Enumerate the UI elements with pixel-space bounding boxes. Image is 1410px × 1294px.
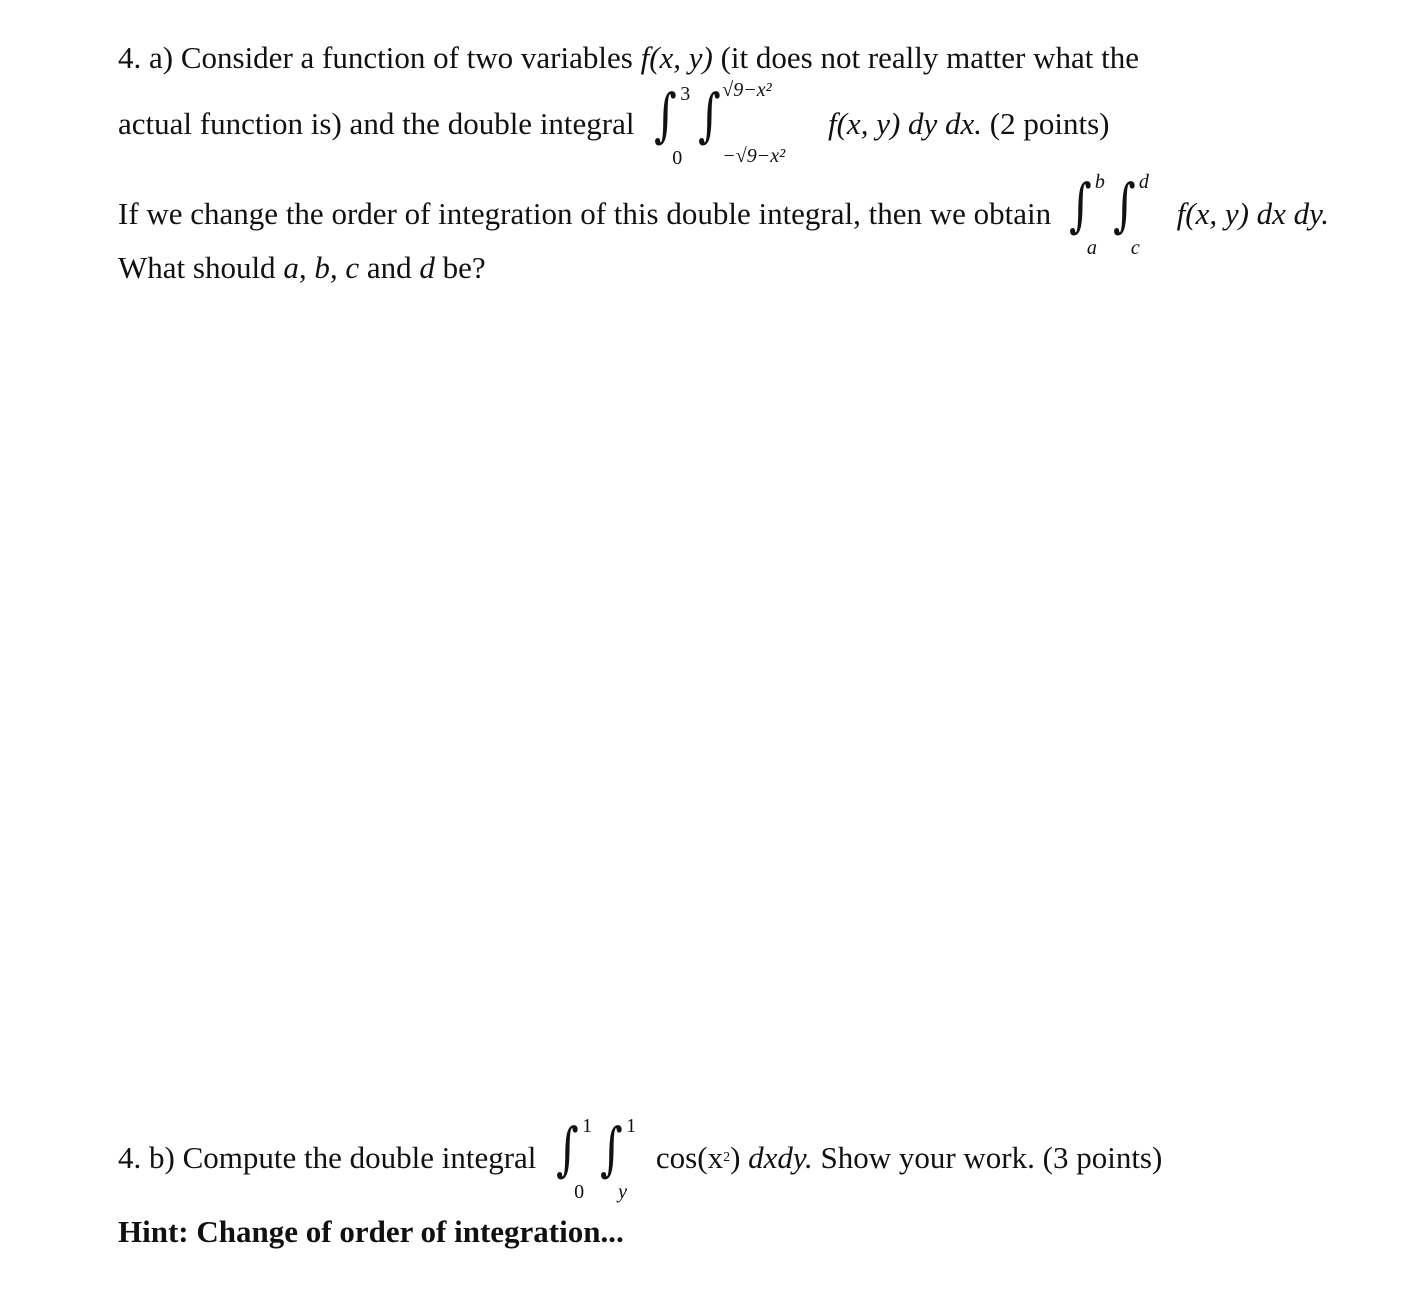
question-vars: a, b, c [283, 250, 360, 285]
cos-close: ) [730, 1139, 741, 1175]
integral-1-integrand: f(x, y) dy dx. [828, 105, 983, 141]
inner-upper-limit: d [1138, 171, 1149, 193]
integral-2 [1065, 168, 1169, 258]
integral-sign-inner: ∫ [698, 81, 721, 149]
inner-lower-limit: −√9−x² [722, 145, 786, 167]
integral-2-integrand: f(x, y) dx dy. [1176, 195, 1329, 231]
inner-upper-limit: √9−x² [722, 79, 772, 101]
hint-text: Hint: Change of order of integration... [118, 1214, 624, 1249]
question-var-d: d [419, 250, 435, 285]
outer-lower-limit: a [1086, 237, 1097, 259]
integral-sign-outer: ∫ [556, 1115, 579, 1183]
part-b-integrand [655, 1139, 1163, 1175]
integral-sign-outer: ∫ [654, 81, 677, 149]
inner-lower-limit: c [1130, 237, 1140, 259]
function-name: f [640, 40, 650, 75]
exponent: 2 [723, 1149, 731, 1165]
part-a-intro-suffix: (it does not really matter what the [712, 40, 1139, 75]
part-a-line-3 [118, 168, 1329, 258]
part-b-line-1 [118, 1112, 1162, 1202]
differentials: dxdy. [748, 1139, 813, 1175]
question-prefix: What should [118, 250, 284, 285]
function-args: (x, y) [649, 40, 713, 75]
integral-sign-outer: ∫ [1068, 171, 1092, 239]
question-and: and [359, 250, 420, 285]
part-a-intro-text: 4. a) Consider a function of two variables [118, 40, 641, 75]
part-b-suffix: Show your work. (3 points) [812, 1139, 1163, 1175]
outer-upper-limit: 3 [680, 83, 691, 105]
integral-sign-inner: ∫ [1112, 171, 1136, 239]
part-a-integral-lead: actual function is) and the double integral [118, 105, 635, 141]
part-a-line-2 [118, 78, 1109, 168]
part-a-line-4 [118, 252, 486, 283]
part-b-prefix: 4. b) Compute the double integral [118, 1139, 537, 1175]
outer-lower-limit: 0 [672, 147, 683, 169]
inner-lower-limit: y [618, 1181, 628, 1203]
outer-upper-limit: b [1094, 171, 1105, 193]
integral-3 [552, 1112, 648, 1202]
outer-upper-limit: 1 [582, 1115, 593, 1137]
inner-upper-limit: 1 [626, 1115, 637, 1137]
integral-1 [650, 78, 820, 168]
part-a-points: (2 points) [989, 105, 1110, 141]
integral-sign-inner: ∫ [600, 1115, 623, 1183]
outer-lower-limit: 0 [574, 1181, 585, 1203]
cos-function: cos(x [655, 1139, 724, 1175]
change-order-text: If we change the order of integration of this double integral, then we obtain [118, 195, 1052, 231]
question-suffix: be? [434, 250, 486, 285]
part-a-line-1 [118, 42, 1139, 73]
